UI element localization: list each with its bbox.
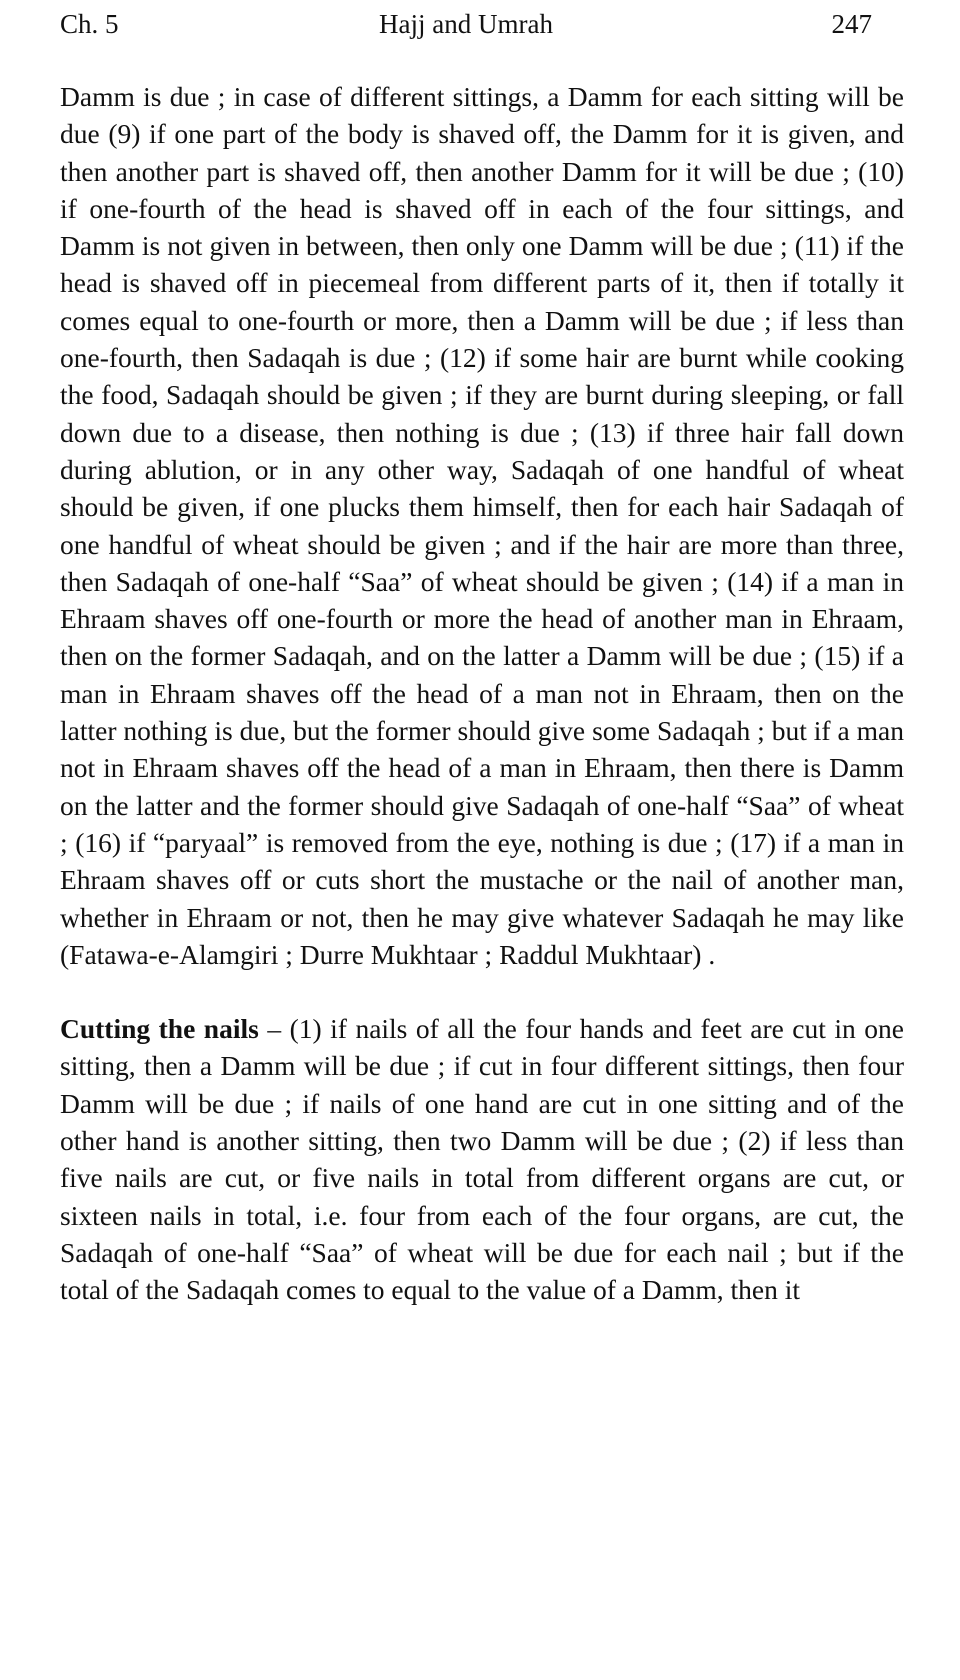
page-header: [60, 4, 872, 44]
paragraph-cutting-nails: [60, 1010, 904, 1308]
body-text: [60, 78, 904, 1309]
paragraph-shaving-continued: [60, 78, 904, 973]
section-heading: Cutting the nails: [60, 1013, 259, 1045]
running-title: Hajj and Umrah: [379, 9, 553, 39]
chapter-label: Ch. 5: [60, 9, 119, 39]
page-number: 247: [831, 9, 872, 39]
paragraph-text: Damm is due ; in case of different sittings, a Damm for each sitting will be due (9) if one part of the body is shaved off, the Damm for it is given, and then another part is shaved off, then another Damm for it will be due ; (10) if one-fourth of the head is shaved off in each of the four sittings, and Damm is not given in between, then only one Damm will be due ; (11) if the head is shaved off in piecemeal from different parts of it, then if totally it comes equal to one-fourth or more, then a Damm will be due ; if less than one-fourth, then Sadaqah is due ; (12) if some hair are burnt while cooking the food, Sadaqah should be given ; if they are burnt during sleeping, or fall down due to a disease, then nothing is due ; (13) if three hair fall down during ablution, or in any other way, Sadaqah of one handful of wheat should be given, if one plucks them himself, then for each hair Sadaqah of one handful of wheat should be given ; and if the hair are more than three, then Sadaqah of one-half “Saa” of wheat should be given ; (14) if a man in Ehraam shaves off one-fourth or more the head of another man in Ehraam, then on the former Sadaqah, and on the latter a Damm will be due ; (15) if a man in Ehraam shaves off the head of a man not in Ehraam, then on the latter nothing is due, but the former should give some Sadaqah ; but if a man not in Ehraam shaves off the head of a man in Ehraam, then there is Damm on the latter and the former should give Sadaqah of one-half “Saa” of wheat ; (16) if “paryaal” is removed from the eye, nothing is due ; (17) if a man in Ehraam shaves off or cuts short the mustache or the nail of another man, whether in Ehraam or not, then he may give whatever Sadaqah he may like (Fatawa-e-Alamgiri ; Durre Mukhtaar ; Raddul Mukhtaar) .: [60, 81, 904, 970]
paragraph-text: – (1) if nails of all the four hands and feet are cut in one sitting, then a Damm will be due ; if cut in four different sittings, then four Damm will be due ; if nails of one hand are cut in one sitting and of the other hand is another sitting, then two Damm will be due ; (2) if less than five nails are cut, or five nails in total from different organs are cut, or sixteen nails in total, i.e. four from each of the four organs, are cut, the Sadaqah of one-half “Saa” of wheat will be due for each nail ; but if the total of the Sadaqah comes to equal to the value of a Damm, then it: [60, 1013, 904, 1306]
